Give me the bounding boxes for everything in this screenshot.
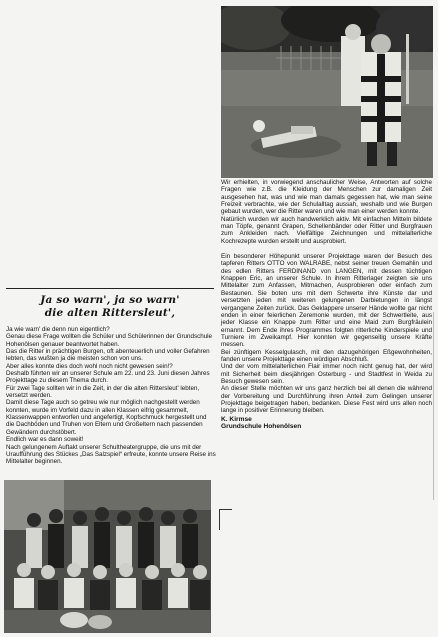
- left-paragraph: Genau diese Frage wollten die Schüler und Schülerinnen der Grundschule Hohenölsen genauer beantwortet haben.: [6, 333, 213, 348]
- left-paragraph: Für zwei Tage sollten wir in die Zeit, in der die alten Rittersleut' lebten, versetzt werden.: [6, 384, 200, 400]
- title-line-1: Ja so warn', ja so warn': [40, 294, 180, 306]
- author-signature: [221, 416, 432, 432]
- article-title: [6, 288, 214, 325]
- right-paragraph: Natürlich wurden wir auch handwerklich aktiv. Mit einfachen Mitteln bildete man Töpfe, genannt Grapen, Schellenbänder oder Ritter und Burgfrauen zum Ankleiden nach. Vielfältige Zeichnungen und mittelalterliche Kochrezepte wurden erstellt und ausprobiert.: [221, 215, 432, 245]
- left-column: [6, 326, 216, 466]
- right-paragraph: Bei zünftigem Kesselgulasch, mit den dazugehörigen Eßgewohnheiten, fanden unsere Projekttage einen würdigen Abschluß.: [221, 348, 432, 363]
- school-name: Grundschule Hohenölsen: [221, 423, 302, 431]
- left-paragraph: Nach gelungenem Auftakt unserer Schultheatergruppe, die uns mit der Uraufführung des Stückes „Das Salzspiel“ erfreute, konnte unsere Reise ins Mittelalter beginnen.: [6, 443, 216, 466]
- corner-bracket: [219, 509, 232, 530]
- right-column: [221, 179, 432, 431]
- left-paragraph: Damit diese Tage auch so getreu wie nur möglich nachgestellt werden konnten, wurde im Vorfeld dazu in allen Klassen eifrig gesammelt, Klassenwappen entworfen und angefertigt, Kopfschmuck hergestellt und die Dachböden und Truhen von Eltern und Großeltern nach passenden Gewändern durchstöbert.: [6, 399, 207, 436]
- author-name: K. Kirmse: [221, 415, 252, 423]
- left-paragraph: Endlich war es dann soweit!: [6, 436, 84, 444]
- children-group-photo: [4, 480, 211, 633]
- right-paragraph: An dieser Stelle möchten wir uns ganz herzlich bei all denen die während der Vorbereitung und Durchführung ihren Anteil zum Gelingen unserer Projekttage beigetragen haben, bedanken. Diese Fest wird uns allen noch lange in positiver Erinnerung bleiben.: [221, 385, 432, 415]
- left-paragraph: Ja wie warn' die denn nun eigentlich?: [6, 326, 110, 333]
- paragraph-gap: [221, 245, 432, 253]
- right-paragraph: Und der vom mittelalterlichen Flair immer noch nicht genug hat, der wird mit Sicherheit beim diesjährigen Osterburg - und Stadtfest in Weida zu Besuch gewesen sein.: [221, 363, 432, 385]
- left-paragraph: Aber alles konnte dies doch wohl noch nicht gewesen sein!?: [6, 362, 173, 370]
- knights-lawn-photo: [221, 6, 433, 178]
- left-paragraph: Deshalb führten wir an unserer Schule am 22. und 23. Juni diesen Jahres Projekttage zu diesem Thema durch.: [6, 370, 210, 385]
- right-paragraph: Ein besonderer Höhepunkt unserer Projekttage waren der Besuch des tapferen Ritters OTTO von WALRABE, nebst seiner treuen Gemahlin und des edlen Ritters FERDINAND von LANGEN, mit dessen tüchtigen Knappen Eric, an unserer Schule. In ihrem Ritterlager zeigten sie uns Mittelalter zum Anfassen, Mitmachen, Ausprobieren oder einfach zum Bestaunen. Sie boten uns mit dem Schwerte ihre Künste dar und versetzten jeden mit weiteren gelungenen Darbietungen in längst vergangene Zeiten zurück. Das Geklappere unserer Hände wollte gar nicht enden in einer feierlichen Zeremonie wurden, mit der Schwertleite, aus jeder Klasse ein Knappe zum Ritter und eine Maid zum Burgfräulein ernannt. Dem Ende ihres Programmes folgten ritterliche Kinderspiele und Turniere im Zweikampf. Hier konnten wir gegenseitig unsere Kräfte messen.: [221, 253, 432, 349]
- left-paragraph: Das die Ritter in prächtigen Burgen, oft abenteuerlich und voller Gefahren lebten, das wußten ja die meisten schon von uns.: [6, 348, 210, 363]
- right-paragraph: Wir erhielten, in vorwiegend anschaulicher Weise, Antworten auf solche Fragen wie z.B. die Kleidung der Menschen zur damaligen Zeit ausgesehen hat, was und wie man damals gegessen hat, wie man seine Freizeit verbrachte, wie der Schulalltag aussah, weshalb und wie Burgen gebaut wurden, wer die Ritter waren und wie man einer werden konnte.: [221, 179, 432, 216]
- column-rule: [433, 312, 434, 500]
- title-line-2: die alten Rittersleut',: [44, 307, 176, 319]
